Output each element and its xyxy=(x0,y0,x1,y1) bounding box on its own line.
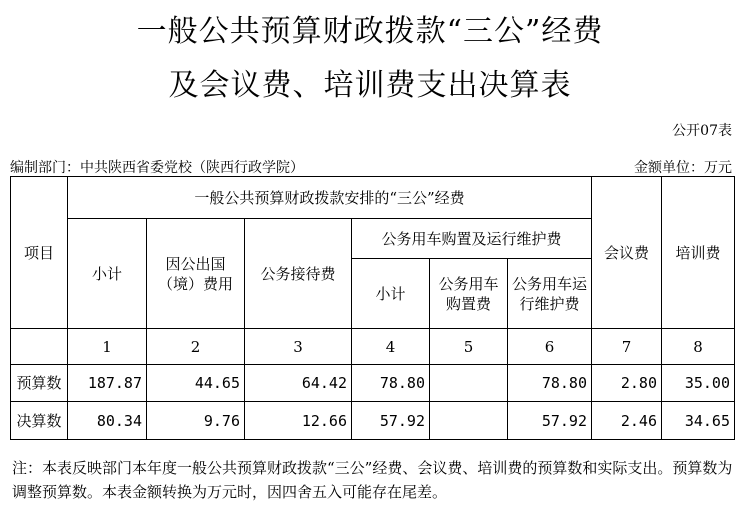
cell-vehicle-operation: 57.92 xyxy=(508,402,592,440)
column-number: 1 xyxy=(68,329,147,365)
column-number: 4 xyxy=(352,329,430,365)
header-abroad: 因公出国（境）费用 xyxy=(147,219,245,329)
cell-vehicle-subtotal: 78.80 xyxy=(352,365,430,402)
column-number: 5 xyxy=(430,329,508,365)
cell-meeting: 2.46 xyxy=(592,402,662,440)
table-title-line1: 一般公共预算财政拨款“三公”经费 xyxy=(136,14,604,49)
column-number: 8 xyxy=(662,329,735,365)
header-meeting: 会议费 xyxy=(592,177,662,329)
column-number: 6 xyxy=(508,329,592,365)
header-vehicle-subtotal: 小计 xyxy=(352,259,430,329)
column-number: 3 xyxy=(245,329,352,365)
table-title-line2: 及会议费、培训费支出决算表 xyxy=(168,68,572,103)
header-vehicle-group: 公务用车购置及运行维护费 xyxy=(352,219,592,259)
footnote: 注：本表反映部门本年度一般公共预算财政拨款“三公”经费、会议费、培训费的预算数和实际支出。预算数为调整预算数。本表金额转换为万元时，因四舍五入可能存在尾差。 xyxy=(12,459,733,501)
cell-abroad: 9.76 xyxy=(147,402,245,440)
row-label: 预算数 xyxy=(11,365,68,402)
cell-vehicle-operation: 78.80 xyxy=(508,365,592,402)
header-training: 培训费 xyxy=(662,177,735,329)
document-code: 公开07表 xyxy=(672,123,732,139)
header-vehicle-purchase: 公务用车购置费 xyxy=(430,259,508,329)
cell-meeting: 2.80 xyxy=(592,365,662,402)
header-sangong-group: 一般公共预算财政拨款安排的“三公”经费 xyxy=(68,177,592,219)
cell-subtotal: 187.87 xyxy=(68,365,147,402)
cell-vehicle-purchase xyxy=(430,365,508,402)
cell-training: 34.65 xyxy=(662,402,735,440)
cell-reception: 12.66 xyxy=(245,402,352,440)
cell-subtotal: 80.34 xyxy=(68,402,147,440)
index-blank xyxy=(11,329,68,365)
expenditure-table xyxy=(10,176,735,440)
cell-reception: 64.42 xyxy=(245,365,352,402)
compiling-unit: 编制部门：中共陕西省委党校（陕西行政学院） xyxy=(10,160,304,176)
column-number: 7 xyxy=(592,329,662,365)
amount-unit: 金额单位：万元 xyxy=(634,160,732,176)
header-vehicle-operation: 公务用车运行维护费 xyxy=(508,259,592,329)
column-number: 2 xyxy=(147,329,245,365)
row-label: 决算数 xyxy=(11,402,68,440)
table-row-actual xyxy=(11,402,735,440)
cell-vehicle-subtotal: 57.92 xyxy=(352,402,430,440)
header-subtotal: 小计 xyxy=(68,219,147,329)
header-item: 项目 xyxy=(11,177,68,329)
cell-abroad: 44.65 xyxy=(147,365,245,402)
unit-row xyxy=(10,157,732,175)
header-reception: 公务接待费 xyxy=(245,219,352,329)
cell-vehicle-purchase xyxy=(430,402,508,440)
cell-training: 35.00 xyxy=(662,365,735,402)
table-row-budget xyxy=(11,365,735,402)
